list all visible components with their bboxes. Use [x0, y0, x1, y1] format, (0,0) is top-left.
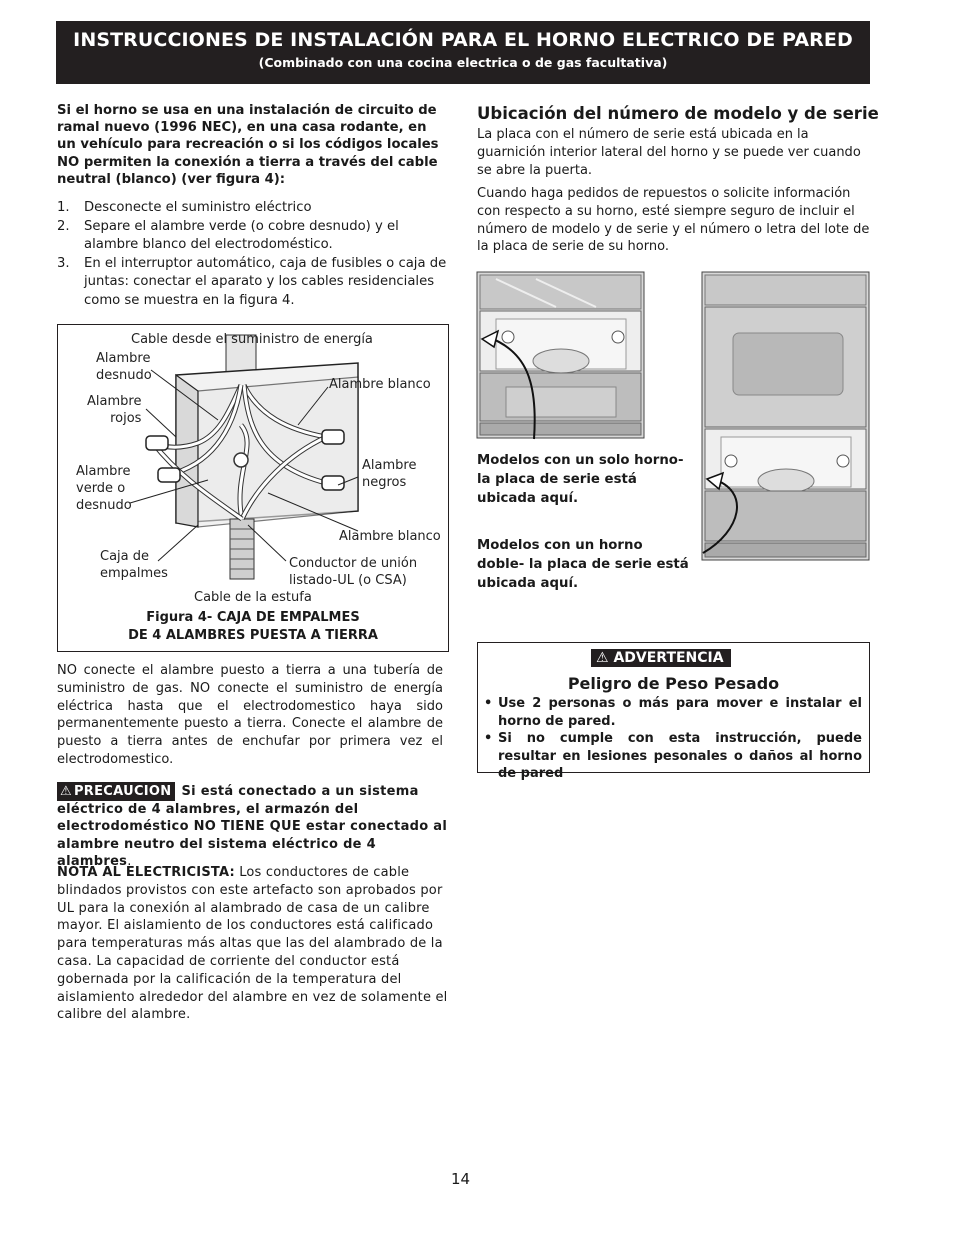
- list-item: [57, 255, 449, 311]
- label-white-wire-top: Alambre blanco: [329, 377, 431, 392]
- page-header: [56, 21, 870, 84]
- intro-text: Si el horno se usa en una instalación de circuito de ramal nuevo (1996 NEC), en una casa rodante, en un vehículo para recreación o si los códigos locales NO permiten la conexión a tierra a través del cable neutral (blanco) (ver figura 4):: [57, 103, 439, 187]
- ground-note: NO conecte el alambre puesto a tierra a una tubería de suministro de gas. NO conecte el suministro de energía eléctrica hasta que el electrodomestico haya sido permanentemente puesto a tierra. Conecte el alambre de puesto a tierra antes de enchufar por primera vez el electrodomestico.: [57, 663, 443, 767]
- step-number: 2.: [57, 218, 70, 234]
- note-label: NOTA AL ELECTRICISTA:: [57, 865, 235, 880]
- steps-list: [57, 199, 449, 310]
- label-green-wire: Alambre verde o desnudo: [76, 464, 132, 513]
- warning-box: [477, 642, 870, 781]
- caption-single-oven: Modelos con un solo horno- la placa de serie está ubicada aquí.: [477, 453, 684, 506]
- ordering-info-text: Cuando haga pedidos de repuestos o solicite información con respecto a su horno, esté siempre seguro de incluir el número de modelo y de serie y el número o letra del lote de la placa de serie de su horno.: [477, 186, 870, 255]
- label-bare-wire: Alambre desnudo: [96, 351, 152, 383]
- note-text: Los conductores de cable blindados provistos con este artefacto son aprobados por UL para la conexión al alambrado de casa de un calibre mayor. El aislamiento de los conductores está calificado para temperaturas más altas que las del alambrado de la casa. La capacidad de corriente del conductor está gobernada por la calificación de la temperatura del aislamiento alrededor del alambre en vez de solamente el calibre del alambre.: [57, 865, 448, 1023]
- warning-item-text: Use 2 personas o más para mover e instalar el horno de pared.: [498, 696, 862, 729]
- bullet-icon: •: [484, 731, 493, 746]
- label-cable-supply: Cable desde el suministro de energía: [131, 332, 373, 347]
- step-text: En el interruptor automático, caja de fusibles o caja de juntas: conectar el aparato y los cables residenciales como se muestra en la figura 4.: [84, 255, 447, 308]
- label-range-cable: Cable de la estufa: [194, 590, 312, 605]
- step-number: 1.: [57, 200, 70, 215]
- single-oven-illustration: [476, 271, 646, 441]
- bullet-icon: •: [484, 696, 493, 711]
- warning-label: ADVERTENCIA: [613, 650, 724, 666]
- list-item: [482, 730, 862, 783]
- caution-block: [57, 782, 449, 871]
- page-subtitle: (Combinado con una cocina electrica o de gas facultativa): [258, 55, 668, 70]
- warning-triangle-icon: ⚠: [596, 650, 609, 666]
- section-heading: Ubicación del número de modelo y de serie: [477, 104, 879, 123]
- page-title: INSTRUCCIONES DE INSTALACIÓN PARA EL HORNO ELECTRICO DE PARED: [73, 29, 853, 51]
- caption-line-1: Figura 4- CAJA DE EMPALMES: [146, 610, 360, 625]
- caption-line-2: DE 4 ALAMBRES PUESTA A TIERRA: [128, 628, 378, 643]
- list-item: [57, 199, 449, 218]
- caution-period: .: [127, 854, 132, 870]
- warning-list: [482, 695, 862, 783]
- warning-title: Peligro de Peso Pesado: [567, 674, 780, 693]
- warning-badge: [591, 649, 731, 667]
- electrician-note: [57, 864, 449, 1024]
- step-text: Desconecte el suministro eléctrico: [84, 200, 312, 215]
- step-number: 3.: [57, 255, 70, 271]
- caption-double-oven: Modelos con un horno doble- la placa de serie está ubicada aquí.: [477, 538, 689, 591]
- warning-item-text: Si no cumple con esta instrucción, puede resultar en lesiones pesonales o daños al horno de pared: [498, 731, 862, 781]
- caution-text: Si está conectado a un sistema eléctrico de 4 alambres, el armazón del electrodoméstico NO TIENE QUE estar conectado al alambre neutro del sistema eléctrico de 4 alambres: [57, 784, 448, 870]
- figure-4: [57, 324, 449, 652]
- label-red-wires: Alambre rojos: [87, 394, 142, 426]
- label-ul-connector: Conductor de unión listado-UL (o CSA): [289, 556, 418, 588]
- figure-caption: [58, 609, 448, 645]
- double-oven-illustration: [701, 271, 871, 563]
- serial-plate-location-text: La placa con el número de serie está ubicada en la guarnición interior lateral del horno y se puede ver cuando se abre la puerta.: [477, 127, 861, 178]
- caution-label: PRECAUCION: [73, 784, 172, 799]
- warning-triangle-icon: ⚠: [60, 784, 72, 799]
- label-junction-box: Caja de empalmes: [100, 549, 168, 581]
- label-white-wire-bottom: Alambre blanco: [339, 529, 441, 544]
- list-item: [482, 695, 862, 730]
- label-black-wires: Alambre negros: [362, 458, 417, 490]
- page-number: 14: [451, 1170, 471, 1188]
- step-text: Separe el alambre verde (o cobre desnudo) y el alambre blanco del electrodoméstico.: [84, 218, 399, 252]
- caution-badge: [57, 782, 175, 801]
- list-item: [57, 218, 449, 255]
